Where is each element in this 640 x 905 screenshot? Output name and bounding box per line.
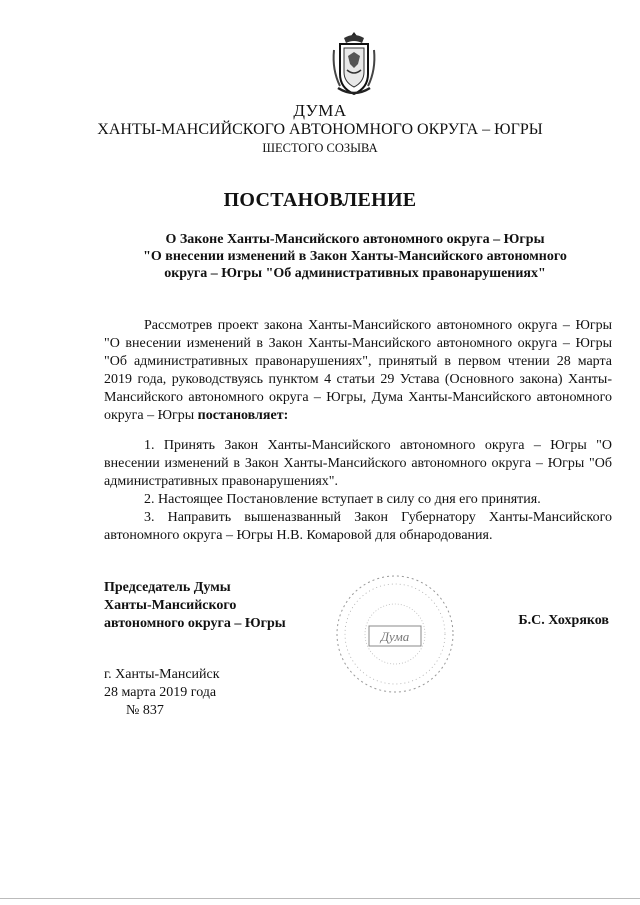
subject-line: О Законе Ханты-Мансийского автономного округа – Югры xyxy=(165,232,545,247)
position-line: автономного округа – Югры xyxy=(104,616,286,631)
org-name-line2: ХАНТЫ-МАНСИЙСКОГО АВТОНОМНОГО ОКРУГА – ЮГРЫ xyxy=(97,121,543,138)
coat-of-arms-emblem xyxy=(330,30,378,100)
document-type-title: ПОСТАНОВЛЕНИЕ xyxy=(223,189,417,211)
preamble-resolves: постановляет: xyxy=(197,408,289,423)
document-subject xyxy=(100,231,610,282)
signatory-name: Б.С. Хохряков xyxy=(518,613,609,628)
official-seal xyxy=(333,572,457,696)
resolution-item: 1. Принять Закон Ханты-Мансийского автономного округа – Югры "О внесении изменений в Закон Ханты-Мансийского автономного округа – Югры "Об административных правонарушениях". xyxy=(104,438,612,489)
svg-text:Дума: Дума xyxy=(380,629,410,644)
document-number: № 837 xyxy=(126,703,164,718)
subject-line: округа – Югры "Об административных правонарушениях" xyxy=(164,266,546,281)
place: г. Ханты-Мансийск xyxy=(104,667,220,682)
resolution-item: 3. Направить вышеназванный Закон Губернатору Ханты-Мансийского автономного округа – Югры Н.В. Комаровой для обнародования. xyxy=(104,510,612,543)
preamble-text: Рассмотрев проект закона Ханты-Мансийского автономного округа – Югры "О внесении изменений в Закон Ханты-Мансийского автономного округа – Югры "Об административных правонарушениях", принятый в первом чтении 28 марта 2019 года, руководствуясь пунктом 4 статьи 29 Устава (Основного закона) Ханты-Мансийского автономного округа – Югры, Дума Ханты-Мансийского автономного округа – Югры xyxy=(104,318,612,423)
position-line: Ханты-Мансийского xyxy=(104,598,237,613)
resolution-item: 2. Настоящее Постановление вступает в силу со дня его принятия. xyxy=(144,492,541,507)
org-name-line1: ДУМА xyxy=(293,101,347,120)
convocation-line: ШЕСТОГО СОЗЫВА xyxy=(262,141,378,155)
document-place-date xyxy=(104,666,220,720)
signatory-position xyxy=(104,579,286,633)
page-bottom-edge xyxy=(0,898,640,899)
position-line: Председатель Думы xyxy=(104,580,231,595)
date: 28 марта 2019 года xyxy=(104,685,217,700)
preamble-paragraph xyxy=(104,317,612,425)
resolution-items xyxy=(104,437,612,545)
subject-line: "О внесении изменений в Закон Ханты-Мансийского автономного xyxy=(143,249,567,264)
